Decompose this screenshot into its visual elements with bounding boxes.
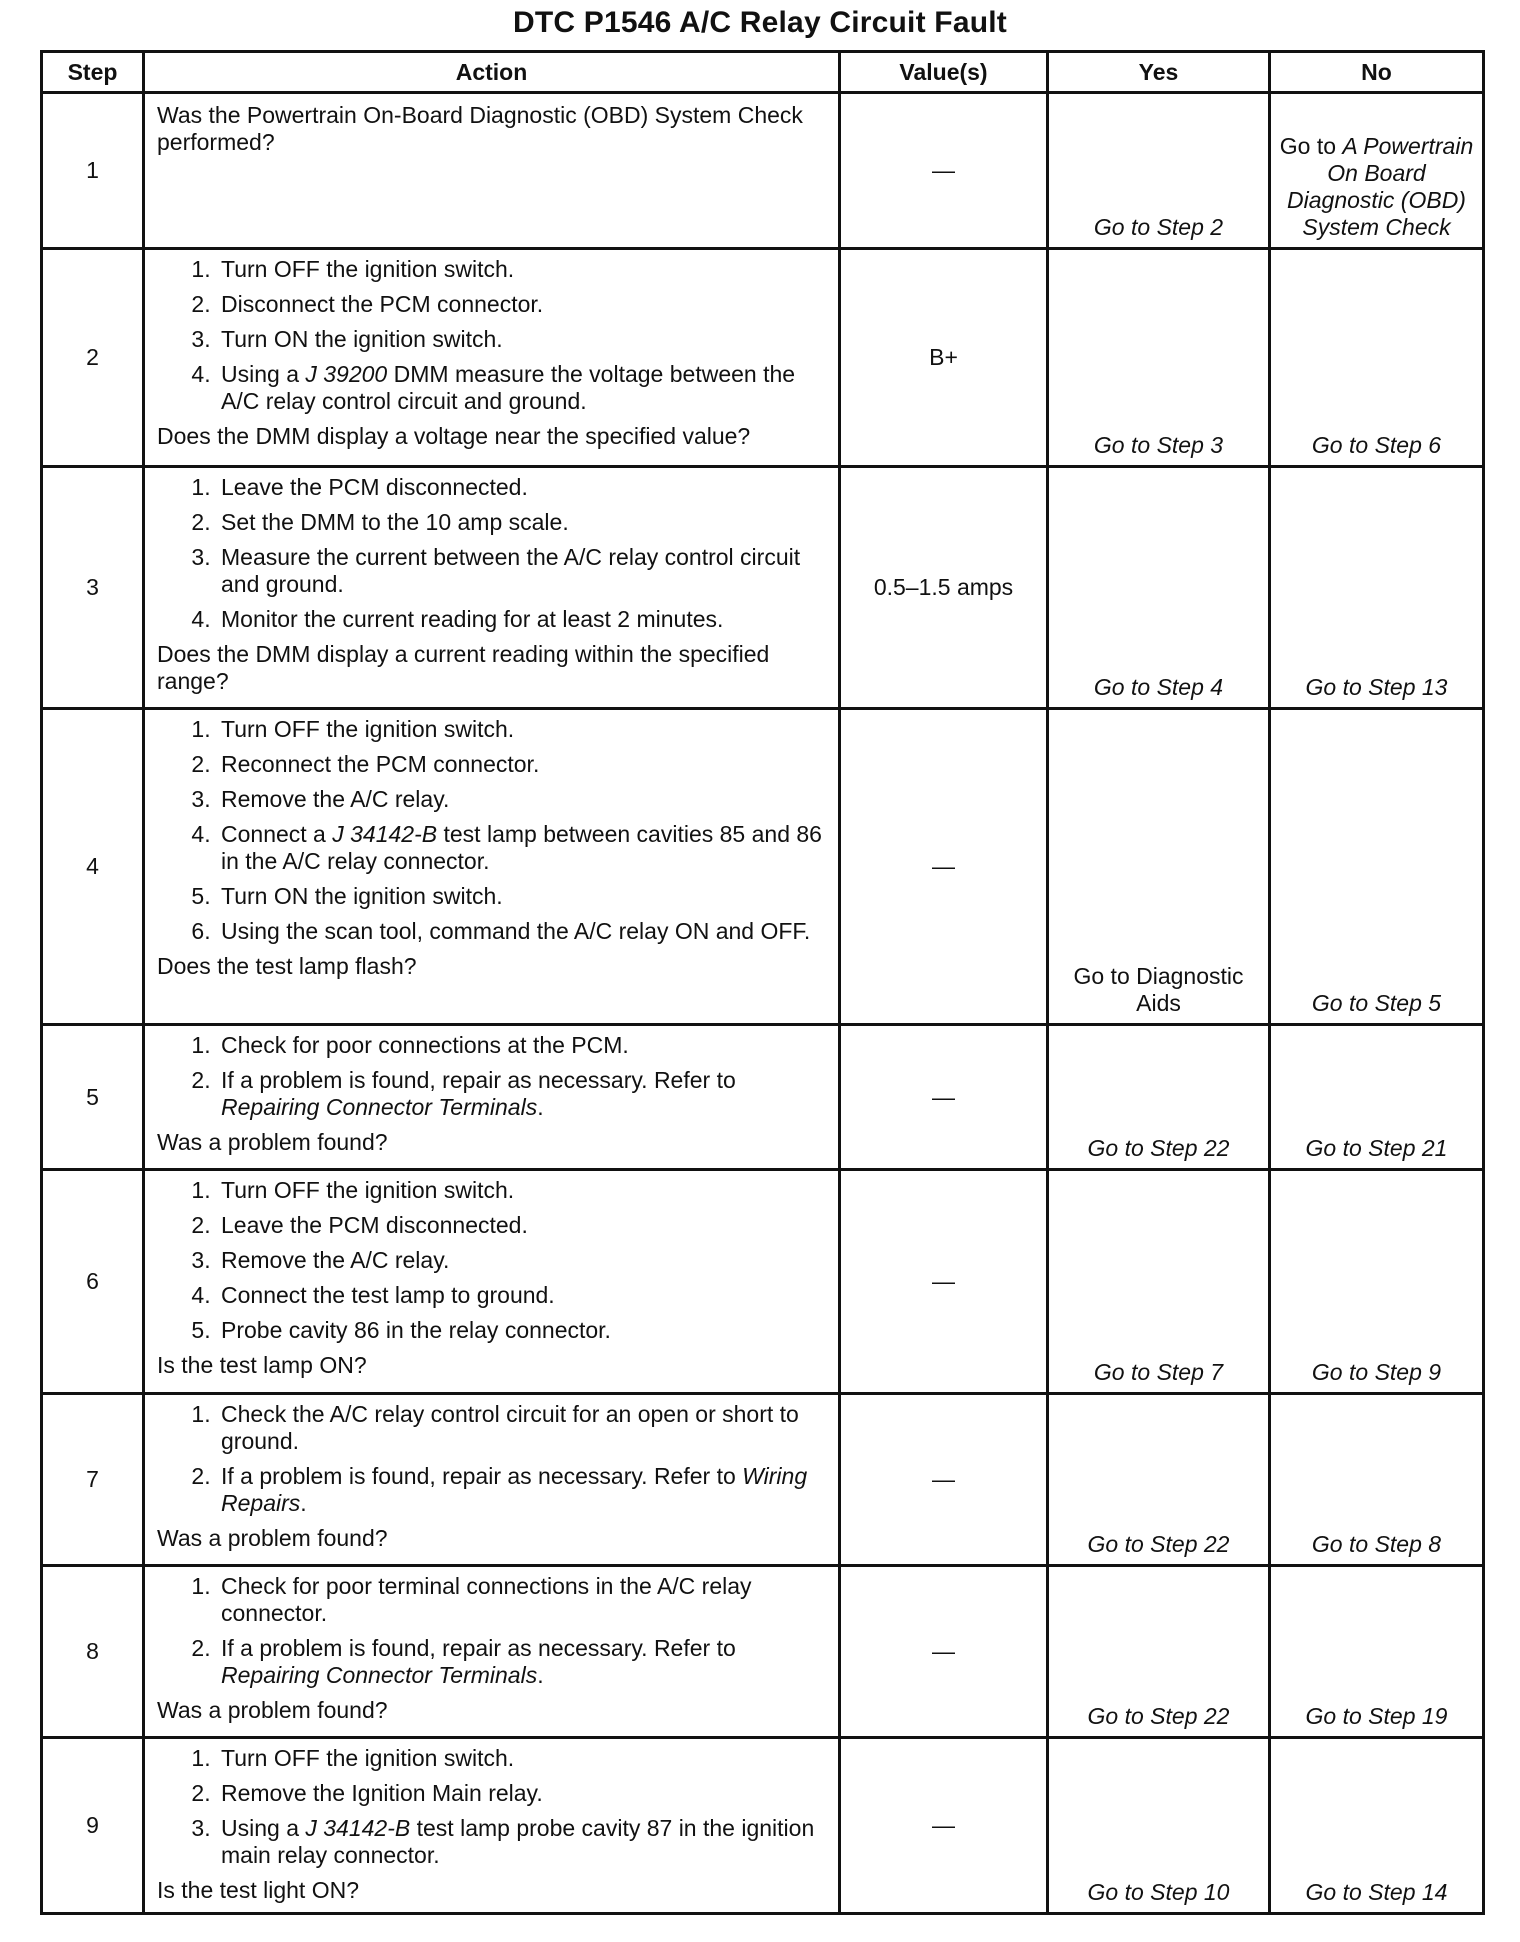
no-result: Go to Step 6 xyxy=(1270,249,1484,467)
action-cell xyxy=(144,93,840,249)
action-item xyxy=(217,1780,828,1807)
action-text: . xyxy=(300,1490,307,1516)
step-question: Was a problem found? xyxy=(157,1697,388,1723)
no-result: Go to Step 5 xyxy=(1270,709,1484,1025)
action-item xyxy=(217,1247,828,1274)
action-list xyxy=(157,1745,828,1869)
no-result: Go to Step 19 xyxy=(1270,1566,1484,1738)
value-cell: — xyxy=(840,93,1048,249)
action-text: Check the A/C relay control circuit for an open or short to ground. xyxy=(221,1401,799,1454)
value-cell: — xyxy=(840,709,1048,1025)
action-cell xyxy=(144,1170,840,1394)
action-cell xyxy=(144,709,840,1025)
action-text: Turn OFF the ignition switch. xyxy=(221,716,515,742)
action-text: Check for poor terminal connections in the A/C relay connector. xyxy=(221,1573,752,1626)
table-row xyxy=(42,1025,1484,1170)
action-list xyxy=(157,1177,828,1344)
action-item xyxy=(217,326,828,353)
action-item xyxy=(217,544,828,598)
step-number: 6 xyxy=(42,1170,144,1394)
action-item xyxy=(217,786,828,813)
step-number: 1 xyxy=(42,93,144,249)
section-reference: Repairing Connector Terminals xyxy=(221,1662,538,1688)
table-row xyxy=(42,93,1484,249)
action-text: test lamp between cavities 85 and 86 in the A/C relay connector. xyxy=(221,821,822,874)
action-list xyxy=(157,474,828,633)
action-item xyxy=(217,474,828,501)
action-cell xyxy=(144,1738,840,1914)
yes-result: Go to Step 22 xyxy=(1048,1566,1270,1738)
step-number: 9 xyxy=(42,1738,144,1914)
action-text: Remove the A/C relay. xyxy=(221,786,450,812)
action-cell xyxy=(144,1566,840,1738)
step-question: Does the DMM display a voltage near the specified value? xyxy=(157,423,751,449)
action-item xyxy=(217,1745,828,1772)
action-item xyxy=(217,1317,828,1344)
action-item xyxy=(217,1401,828,1455)
step-number: 7 xyxy=(42,1394,144,1566)
no-result-reference: A Powertrain On Board Diagnostic (OBD) System Check xyxy=(1287,133,1474,240)
no-result: Go to Step 14 xyxy=(1270,1738,1484,1914)
action-text: Remove the A/C relay. xyxy=(221,1247,450,1273)
action-text: If a problem is found, repair as necessary. Refer to xyxy=(221,1635,736,1661)
action-list xyxy=(157,1401,828,1517)
table-row xyxy=(42,1738,1484,1914)
action-text: DMM measure the voltage between the A/C relay control circuit and ground. xyxy=(221,361,796,414)
page-title: DTC P1546 A/C Relay Circuit Fault xyxy=(513,6,1007,39)
action-item xyxy=(217,1573,828,1627)
value-cell: — xyxy=(840,1566,1048,1738)
action-text: Reconnect the PCM connector. xyxy=(221,751,540,777)
section-reference: Repairing Connector Terminals xyxy=(221,1094,538,1120)
action-text: Leave the PCM disconnected. xyxy=(221,1212,528,1238)
action-text: Turn ON the ignition switch. xyxy=(221,883,503,909)
no-result: Go to Step 13 xyxy=(1270,467,1484,709)
action-text: Leave the PCM disconnected. xyxy=(221,474,528,500)
tool-reference: J 39200 xyxy=(305,361,388,387)
action-text: Connect the test lamp to ground. xyxy=(221,1282,555,1308)
yes-result: Go to Step 22 xyxy=(1048,1025,1270,1170)
action-text: If a problem is found, repair as necessary. Refer to xyxy=(221,1067,736,1093)
action-cell xyxy=(144,467,840,709)
header-no: No xyxy=(1270,52,1484,93)
action-text: Using a xyxy=(221,361,306,387)
action-text: Turn OFF the ignition switch. xyxy=(221,1177,515,1203)
no-result-lead: Go to xyxy=(1279,133,1343,159)
step-number: 3 xyxy=(42,467,144,709)
value-cell: — xyxy=(840,1025,1048,1170)
action-text: Probe cavity 86 in the relay connector. xyxy=(221,1317,611,1343)
action-text: If a problem is found, repair as necessary. Refer to xyxy=(221,1463,743,1489)
step-question: Is the test light ON? xyxy=(157,1877,359,1903)
yes-result: Go to Step 4 xyxy=(1048,467,1270,709)
step-number: 5 xyxy=(42,1025,144,1170)
action-list xyxy=(157,716,828,945)
table-row xyxy=(42,249,1484,467)
step-number: 4 xyxy=(42,709,144,1025)
yes-result: Go to Step 3 xyxy=(1048,249,1270,467)
action-text: Connect a xyxy=(221,821,333,847)
value-cell: 0.5–1.5 amps xyxy=(840,467,1048,709)
action-text: . xyxy=(537,1662,544,1688)
action-item xyxy=(217,1177,828,1204)
action-text: Disconnect the PCM connector. xyxy=(221,291,544,317)
action-item xyxy=(217,361,828,415)
action-text: Turn OFF the ignition switch. xyxy=(221,256,515,282)
action-list xyxy=(157,1032,828,1121)
table-row xyxy=(42,1394,1484,1566)
action-list xyxy=(157,1573,828,1689)
step-question: Was a problem found? xyxy=(157,1129,388,1155)
step-number: 2 xyxy=(42,249,144,467)
table-row xyxy=(42,1566,1484,1738)
action-item xyxy=(217,883,828,910)
action-item xyxy=(217,1032,828,1059)
action-text: Remove the Ignition Main relay. xyxy=(221,1780,543,1806)
action-text: Turn ON the ignition switch. xyxy=(221,326,503,352)
action-item xyxy=(217,1067,828,1121)
yes-result: Go to Step 10 xyxy=(1048,1738,1270,1914)
value-cell: B+ xyxy=(840,249,1048,467)
action-text: Measure the current between the A/C relay control circuit and ground. xyxy=(221,544,801,597)
table-row xyxy=(42,709,1484,1025)
no-result: Go to Step 8 xyxy=(1270,1394,1484,1566)
no-result: Go to Step 9 xyxy=(1270,1170,1484,1394)
action-text: Turn OFF the ignition switch. xyxy=(221,1745,515,1771)
action-item xyxy=(217,291,828,318)
step-number: 8 xyxy=(42,1566,144,1738)
value-cell: — xyxy=(840,1394,1048,1566)
action-cell xyxy=(144,1025,840,1170)
action-item xyxy=(217,1282,828,1309)
action-cell xyxy=(144,249,840,467)
action-list xyxy=(157,256,828,415)
no-result: Go to Step 21 xyxy=(1270,1025,1484,1170)
action-text: Set the DMM to the 10 amp scale. xyxy=(221,509,569,535)
action-text: test lamp probe cavity 87 in the ignition main relay connector. xyxy=(221,1815,815,1868)
action-item xyxy=(217,256,828,283)
yes-result: Go to Diagnostic Aids xyxy=(1048,709,1270,1025)
action-item xyxy=(217,1815,828,1869)
yes-result: Go to Step 7 xyxy=(1048,1170,1270,1394)
action-item xyxy=(217,918,828,945)
table-row xyxy=(42,467,1484,709)
step-question: Does the test lamp flash? xyxy=(157,953,417,979)
value-cell: — xyxy=(840,1738,1048,1914)
header-action: Action xyxy=(144,52,840,93)
no-result xyxy=(1270,93,1484,249)
action-item xyxy=(217,821,828,875)
header-row xyxy=(42,52,1484,93)
action-item xyxy=(217,1463,828,1517)
action-text: . xyxy=(537,1094,544,1120)
step-question: Does the DMM display a current reading within the specified range? xyxy=(157,641,770,694)
value-cell: — xyxy=(840,1170,1048,1394)
action-text: Using the scan tool, command the A/C relay ON and OFF. xyxy=(221,918,811,944)
action-item xyxy=(217,1635,828,1689)
step-question: Is the test lamp ON? xyxy=(157,1352,367,1378)
tool-reference: J 34142-B xyxy=(305,1815,411,1841)
action-item xyxy=(217,509,828,536)
action-item xyxy=(217,751,828,778)
diagnostic-table xyxy=(40,50,1485,1915)
table-row xyxy=(42,1170,1484,1394)
tool-reference: J 34142-B xyxy=(332,821,438,847)
header-yes: Yes xyxy=(1048,52,1270,93)
yes-result: Go to Step 2 xyxy=(1048,93,1270,249)
header-values: Value(s) xyxy=(840,52,1048,93)
action-cell xyxy=(144,1394,840,1566)
action-text: Monitor the current reading for at least 2 minutes. xyxy=(221,606,724,632)
action-item xyxy=(217,606,828,633)
action-item xyxy=(217,1212,828,1239)
action-text: Using a xyxy=(221,1815,306,1841)
action-text: Check for poor connections at the PCM. xyxy=(221,1032,629,1058)
step-question: Was a problem found? xyxy=(157,1525,388,1551)
header-step: Step xyxy=(42,52,144,93)
section-reference: Wiring Repairs xyxy=(221,1463,808,1516)
step-question: Was the Powertrain On-Board Diagnostic (OBD) System Check performed? xyxy=(157,102,803,155)
action-item xyxy=(217,716,828,743)
yes-result: Go to Step 22 xyxy=(1048,1394,1270,1566)
